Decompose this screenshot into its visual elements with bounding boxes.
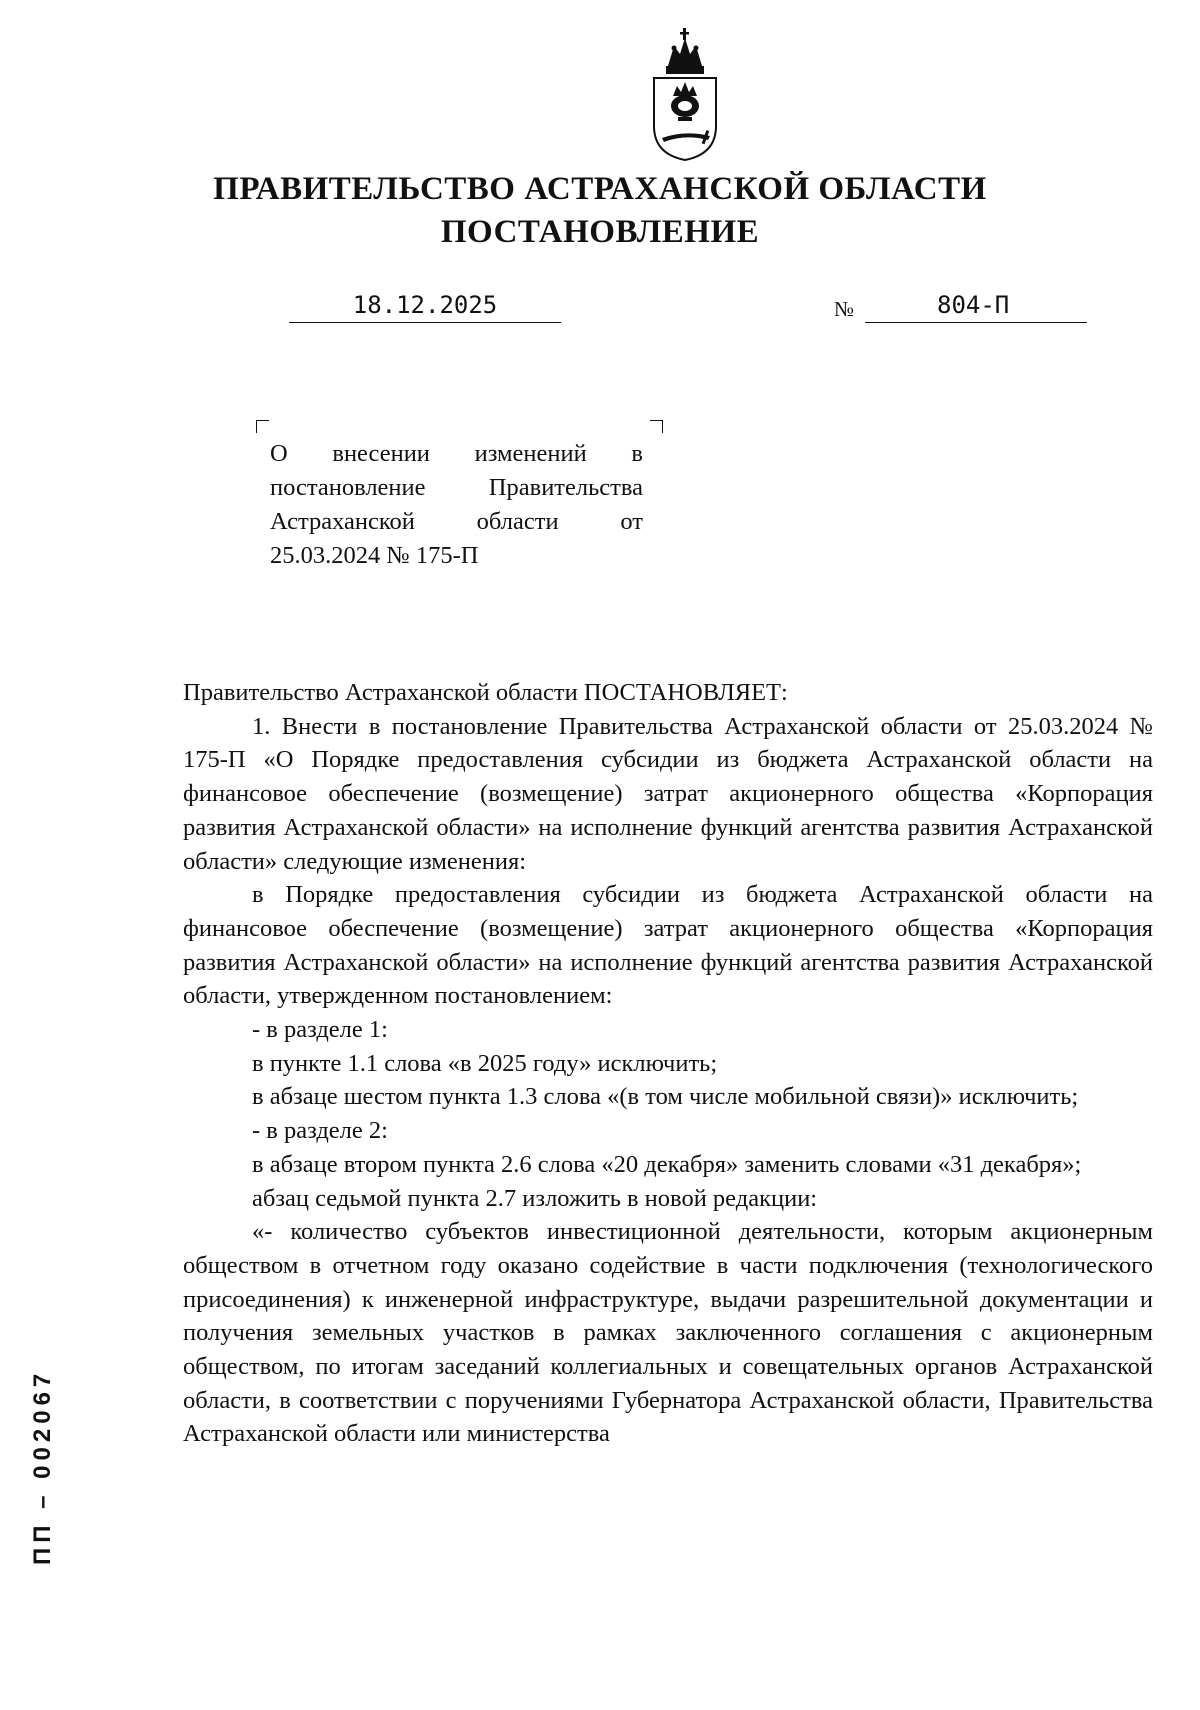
body-paragraph: в абзаце шестом пункта 1.3 слова «(в том числе мобильной связи)» исключить; xyxy=(252,1083,1079,1111)
body-paragraph: «- количество субъектов инвестиционной деятельности, которым акционерным обществом в отчетном году оказано содействие в части подключения (технологического присоединения) к инженерной инфраструктуре, выдачи разрешительной документации и получения земельных участков в рамках заключенного соглашения с акционерным обществом, по итогам заседаний коллегиальных и совещательных органов Астраханской области, в соответствии с поручениями Губернатора Астраханской области, Правительства Астраханской области или министерства xyxy=(183,1218,1153,1448)
document-header xyxy=(0,168,1200,254)
body-paragraph: 1. Внести в постановление Правительства Астраханской области от 25.03.2024 № 175-П «О Порядке предоставления субсидии из бюджета Астраханской области на финансовое обеспечение (возмещение) затрат акционерного общества «Корпорация развития Астраханской области» на исполнение функций агентства развития Астраханской области» следующие изменения: xyxy=(183,712,1153,875)
subject-bracket-left xyxy=(256,420,269,433)
subject-line: О внесении изменений в xyxy=(270,440,643,467)
subject-line: Астраханской области от xyxy=(270,508,643,535)
body-paragraph: в Порядке предоставления субсидии из бюджета Астраханской области на финансовое обеспечение (возмещение) затрат акционерного общества «Корпорация развития Астраханской области» на исполнение функций агентства развития Астраханской области, утвержденном постановлением: xyxy=(183,881,1153,1010)
subject-bracket-right xyxy=(650,420,663,433)
document-number-field xyxy=(865,288,1087,323)
document-type: ПОСТАНОВЛЕНИЕ xyxy=(440,214,760,250)
document-number: 804-П xyxy=(937,291,1010,319)
body-paragraph: в пункте 1.1 слова «в 2025 году» исключить; xyxy=(252,1049,718,1077)
form-serial-code: ПП – 002067 xyxy=(29,1368,56,1565)
body-paragraph: Правительство Астраханской области ПОСТАНОВЛЯЕТ: xyxy=(183,679,788,706)
astrakhan-coat-of-arms-icon xyxy=(640,26,730,164)
subject-line: 25.03.2024 № 175-П xyxy=(270,542,479,569)
subject-line: постановление Правительства xyxy=(270,474,643,501)
body-paragraph: - в разделе 2: xyxy=(252,1117,388,1145)
document-body xyxy=(183,676,1153,1451)
body-paragraph: - в разделе 1: xyxy=(252,1016,388,1044)
document-subject xyxy=(270,437,643,573)
document-date: 18.12.2025 xyxy=(289,288,561,323)
organization-name: ПРАВИТЕЛЬСТВО АСТРАХАНСКОЙ ОБЛАСТИ xyxy=(213,171,987,207)
body-paragraph: в абзаце втором пункта 2.6 слова «20 декабря» заменить словами «31 декабря»; xyxy=(252,1150,1082,1178)
body-paragraph: абзац седьмой пункта 2.7 изложить в новой редакции: xyxy=(252,1184,818,1212)
number-sign: № xyxy=(834,297,855,321)
